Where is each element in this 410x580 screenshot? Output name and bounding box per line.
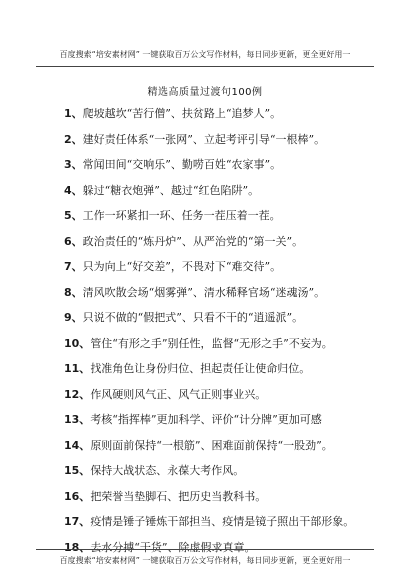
transition-sentence-list	[64, 101, 384, 560]
item-text: 躲过“糖衣炮弹”、越过“红色陷阱”。	[82, 183, 260, 197]
item-text: 常闻田间“交响乐”、勤唠百姓“农家事”。	[82, 158, 282, 171]
item-text: 爬坡越坎“苦行僧”、扶贫路上“追梦人”。	[82, 107, 282, 120]
list-item	[64, 127, 384, 153]
item-number: 9、	[64, 311, 83, 324]
list-item	[64, 178, 384, 204]
item-text: 原则面前保持“一根筋”、困难面前保持“一股劲”。	[90, 438, 333, 452]
item-number: 2、	[64, 132, 83, 146]
list-item	[64, 305, 384, 331]
item-text: 考核“指挥棒”更加科学、评价“计分牌”更加可感	[90, 413, 322, 426]
item-number: 16、	[64, 489, 91, 503]
list-item	[64, 203, 384, 229]
list-item	[64, 356, 384, 382]
list-item	[64, 433, 384, 459]
list-item	[64, 382, 384, 408]
footer-divider	[36, 549, 374, 550]
item-number: 12、	[64, 387, 91, 401]
item-text: 清风吹散会场“烟雾弹”、清水稀释官场“迷魂汤”。	[82, 285, 326, 299]
item-number: 3、	[64, 158, 83, 171]
item-text: 去水分搏“干货”、除虚假求真章。	[90, 540, 256, 554]
item-text: 只说不做的“假把式”、只看不干的“逍遥派”。	[82, 311, 304, 324]
item-text: 找准角色让身份归位、担起责任让使命归位。	[90, 362, 311, 375]
list-item	[64, 152, 384, 178]
item-text: 保持大战状态、永葆大考作风。	[90, 464, 245, 477]
item-number: 11、	[64, 362, 91, 375]
footer-note: 百度搜索“培安素材网” 一键获取百万公文写作材料，每日同步更新，更全更好用一	[59, 556, 351, 565]
list-item	[64, 458, 384, 484]
item-number: 10、	[64, 336, 91, 350]
document-title: 精选高质量过渡句100例	[147, 87, 263, 98]
item-number: 6、	[64, 234, 83, 248]
list-item	[64, 509, 384, 535]
item-text: 把荣誉当垫脚石、把历史当教科书。	[90, 489, 267, 503]
item-text: 政治责任的“炼丹炉”、从严治党的“第一关”。	[82, 234, 304, 248]
item-text: 作风硬则风气正、风气正则事业兴。	[90, 387, 267, 401]
item-number: 1、	[64, 107, 83, 120]
item-text: 建好责任体系“一张网”、立起考评引导“一根棒”。	[82, 132, 326, 146]
list-item	[64, 229, 384, 255]
list-item	[64, 254, 384, 280]
list-item	[64, 280, 384, 306]
item-number: 13、	[64, 413, 91, 426]
list-item	[64, 484, 384, 510]
item-number: 15、	[64, 464, 91, 477]
item-text: 工作一环紧扣一环、任务一茬压着一茬。	[82, 209, 281, 222]
item-number: 17、	[64, 515, 91, 528]
item-number: 14、	[64, 438, 91, 452]
item-text: 疫情是锤子锤炼干部担当、疫情是镜子照出干部形象。	[90, 515, 355, 528]
header-divider	[36, 66, 374, 67]
item-number: 5、	[64, 209, 83, 222]
list-item	[64, 407, 384, 433]
list-item	[64, 331, 384, 357]
item-number: 4、	[64, 183, 83, 197]
item-text: 管住“有形之手”别任性，监督“无形之手”不妄为。	[90, 336, 333, 350]
item-number: 8、	[64, 285, 83, 299]
item-number: 7、	[64, 260, 83, 273]
list-item	[64, 101, 384, 127]
header-note: 百度搜索“培安素材网” 一键获取百万公文写作材料，每日同步更新，更全更好用一	[59, 50, 351, 59]
item-number: 18、	[64, 540, 91, 554]
item-text: 只为向上“好交差”，不畏对下“难交待”。	[82, 260, 282, 273]
